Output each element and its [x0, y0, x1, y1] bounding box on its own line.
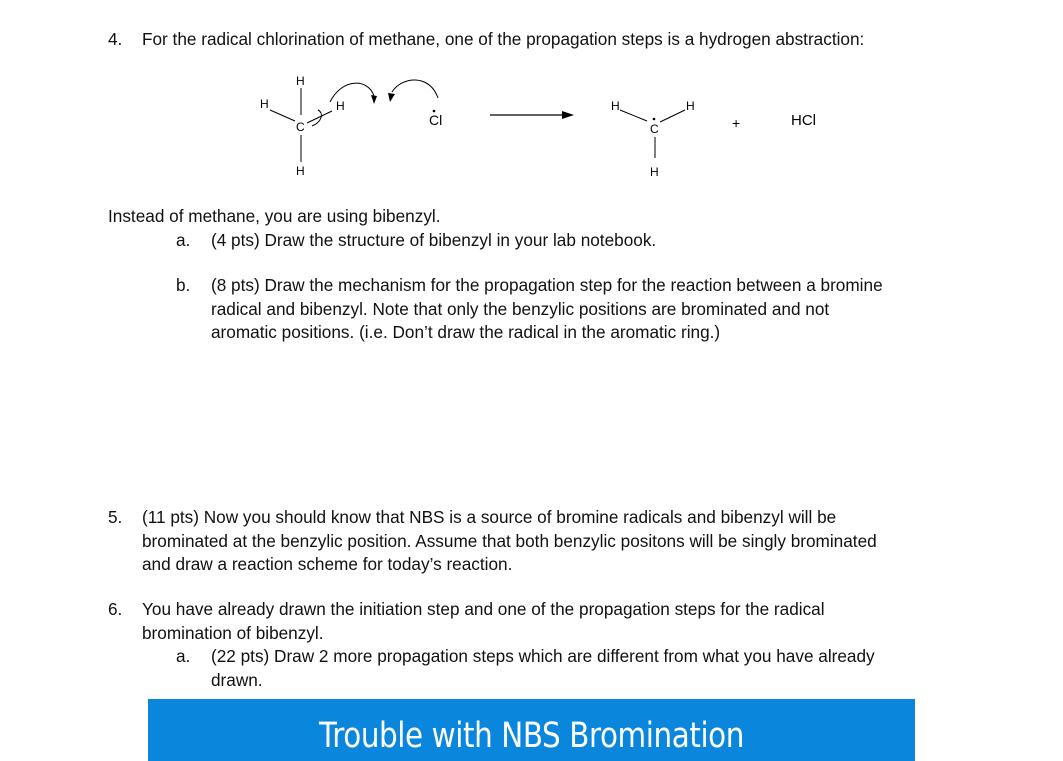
methyl-h-bottom: H	[650, 165, 659, 179]
part-b-line-1: (8 pts) Draw the mechanism for the propagation step for the reaction between a bromine	[211, 275, 883, 295]
plus-sign: +	[732, 115, 741, 131]
part-b-text	[211, 274, 883, 345]
methane-h-top: H	[296, 74, 305, 88]
methane-h-left: H	[260, 97, 269, 111]
methyl-h-left: H	[611, 99, 620, 113]
methyl-radical-dot	[653, 118, 656, 121]
question-6-part-a-text	[211, 645, 875, 692]
part-b-letter: b.	[176, 275, 191, 295]
question-5-line-2: brominated at the benzylic position. Assume that both benzylic positons will be singly brominated	[142, 530, 877, 551]
question-5-line-1: (11 pts) Now you should know that NBS is a source of bromine radicals and bibenzyl will be	[142, 507, 837, 527]
part-b-line-2: radical and bibenzyl. Note that only the benzylic positions are brominated and not	[211, 298, 830, 319]
reaction-arrow	[490, 111, 574, 119]
reaction-scheme	[240, 70, 840, 190]
methyl-c: C	[650, 122, 659, 136]
question-4-prompt: For the radical chlorination of methane, one of the propagation steps is a hydrogen abstraction:	[142, 29, 865, 49]
question-6-text	[142, 598, 825, 645]
part-a-letter: a.	[176, 230, 191, 250]
topic-banner	[148, 699, 915, 761]
chlorine-radical-dot	[433, 110, 436, 113]
methane-c: C	[296, 120, 305, 134]
question-6-part-a-line-2: drawn.	[211, 669, 263, 690]
question-5-number: 5.	[108, 507, 123, 527]
part-b-line-3: aromatic positions. (i.e. Don’t draw the radical in the aromatic ring.)	[211, 322, 721, 342]
bibenzyl-intro: Instead of methane, you are using bibenzyl.	[108, 206, 441, 226]
chlorine-radical: Cl	[429, 112, 443, 128]
part-a-text: (4 pts) Draw the structure of bibenzyl in your lab notebook.	[211, 230, 657, 250]
question-5-text	[142, 506, 877, 577]
question-6-line-1: You have already drawn the initiation step and one of the propagation steps for the radical	[142, 599, 825, 619]
question-6-number: 6.	[108, 599, 123, 619]
banner-title: Trouble with NBS Bromination	[319, 716, 744, 756]
hcl-product: HCl	[791, 112, 816, 129]
question-6-line-2: bromination of bibenzyl.	[142, 622, 324, 643]
curved-arrow-heads	[371, 93, 395, 104]
question-6-part-a-line-1: (22 pts) Draw 2 more propagation steps which are different from what you have already	[211, 646, 875, 666]
question-6-part-a-letter: a.	[176, 646, 191, 666]
methane-h-right: H	[336, 99, 345, 113]
question-5-line-3: and draw a reaction scheme for today’s reaction.	[142, 554, 513, 574]
question-4-number: 4.	[108, 29, 123, 49]
methyl-h-right: H	[686, 99, 695, 113]
methane-h-bottom: H	[296, 164, 305, 178]
